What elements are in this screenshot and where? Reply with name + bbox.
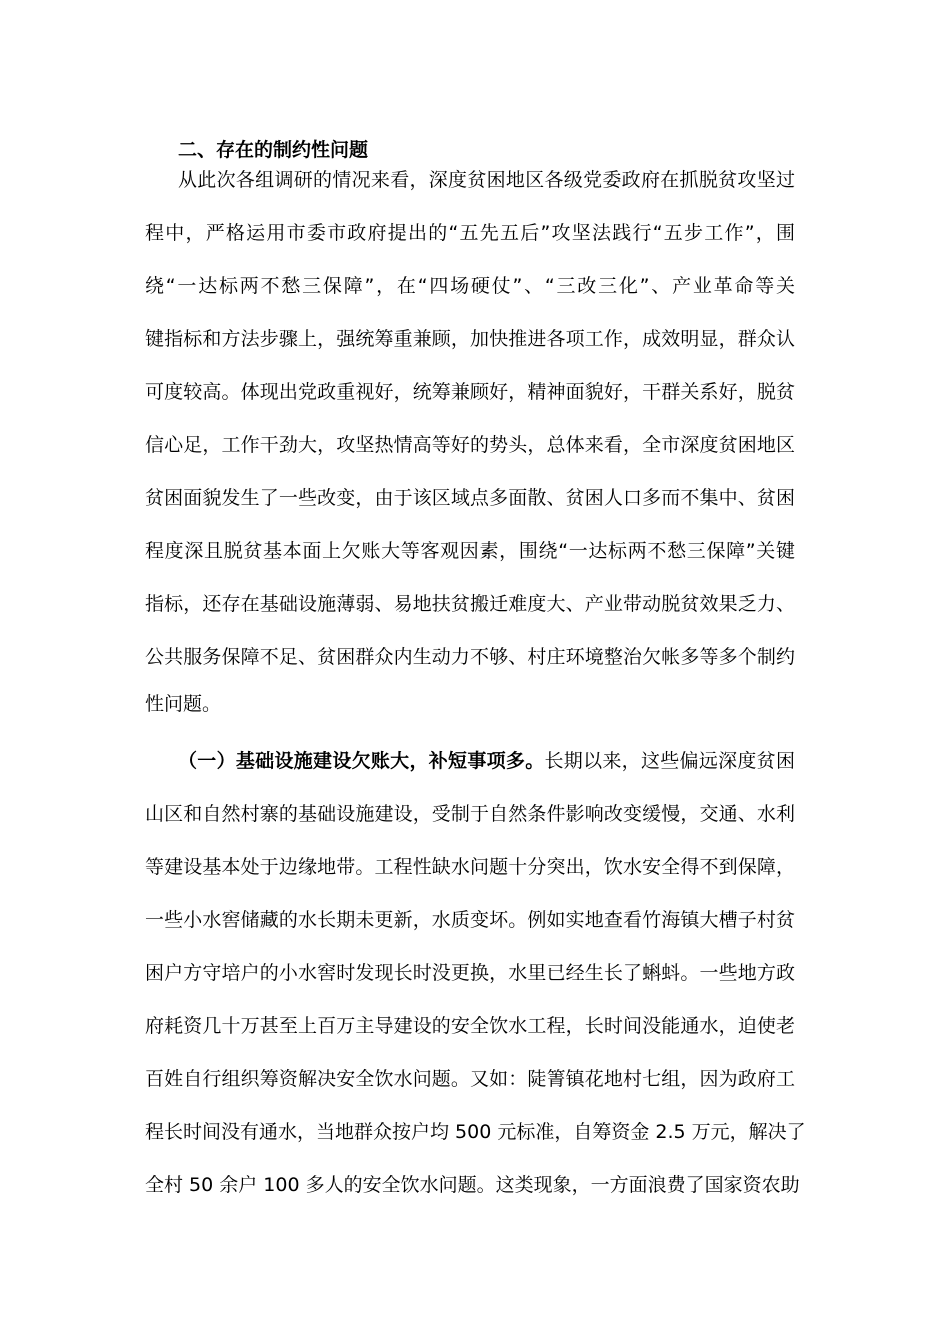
paragraph-1-line-3: 绕“一达标两不愁三保障”，在“四场硬仗”、“三改三化”、产业革命等关	[145, 275, 795, 297]
paragraph-1-line-9: 指标，还存在基础设施薄弱、易地扶贫搬迁难度大、产业带动脱贫效果乏力、	[145, 593, 795, 615]
paragraph-2-line-7: 百姓自行组织筹资解决安全饮水问题。又如：陡箐镇花地村七组，因为政府工	[145, 1068, 795, 1090]
paragraph-2-line-4: 一些小水窖储藏的水长期未更新，水质变坏。例如实地查看竹海镇大槽子村贫	[145, 909, 795, 931]
paragraph-1-line-7: 贫困面貌发生了一些改变，由于该区域点多面散、贫困人口多而不集中、贫困	[145, 487, 795, 509]
section-heading: 二、存在的制约性问题	[178, 139, 369, 161]
paragraph-1-line-11: 性问题。	[145, 693, 222, 715]
paragraph-2-line-5: 困户方守培户的小水窖时发现长时没更换，水里已经生长了蝌蚪。一些地方政	[145, 962, 795, 984]
paragraph-2-bold-lead: （一）基础设施建设欠账大，补短事项多。	[178, 750, 545, 772]
paragraph-2-line-6: 府耗资几十万甚至上百万主导建设的安全饮水工程，长时间没能通水，迫使老	[145, 1015, 795, 1037]
paragraph-2-line-1	[178, 748, 795, 774]
paragraph-2-line-3: 等建设基本处于边缘地带。工程性缺水问题十分突出，饮水安全得不到保障，	[145, 856, 795, 878]
paragraph-2-first-line-rest: 长期以来，这些偏远深度贫困	[544, 750, 795, 772]
paragraph-1-line-6: 信心足，工作干劲大，攻坚热情高等好的势头，总体来看，全市深度贫困地区	[145, 434, 795, 456]
paragraph-1-line-1: 从此次各组调研的情况来看，深度贫困地区各级党委政府在抓脱贫攻坚过	[178, 169, 795, 191]
paragraph-1-line-10: 公共服务保障不足、贫困群众内生动力不够、村庄环境整治欠帐多等多个制约	[145, 646, 795, 668]
paragraph-1-line-4: 键指标和方法步骤上，强统筹重兼顾，加快推进各项工作，成效明显，群众认	[145, 328, 795, 350]
paragraph-1-line-2: 程中，严格运用市委市政府提出的“五先五后”攻坚法践行“五步工作”，围	[145, 222, 795, 244]
paragraph-2-line-8: 程长时间没有通水，当地群众按户均 500 元标准，自筹资金 2.5 万元，解决了	[145, 1121, 806, 1143]
paragraph-1-line-5: 可度较高。体现出党政重视好，统筹兼顾好，精神面貌好，干群关系好，脱贫	[145, 381, 795, 403]
paragraph-2-line-9: 全村 50 余户 100 多人的安全饮水问题。这类现象，一方面浪费了国家资农助	[145, 1174, 800, 1196]
paragraph-1-line-8: 程度深且脱贫基本面上欠账大等客观因素，围绕“一达标两不愁三保障”关键	[145, 540, 795, 562]
paragraph-2-line-2: 山区和自然村寨的基础设施建设，受制于自然条件影响改变缓慢，交通、水利	[145, 803, 795, 825]
